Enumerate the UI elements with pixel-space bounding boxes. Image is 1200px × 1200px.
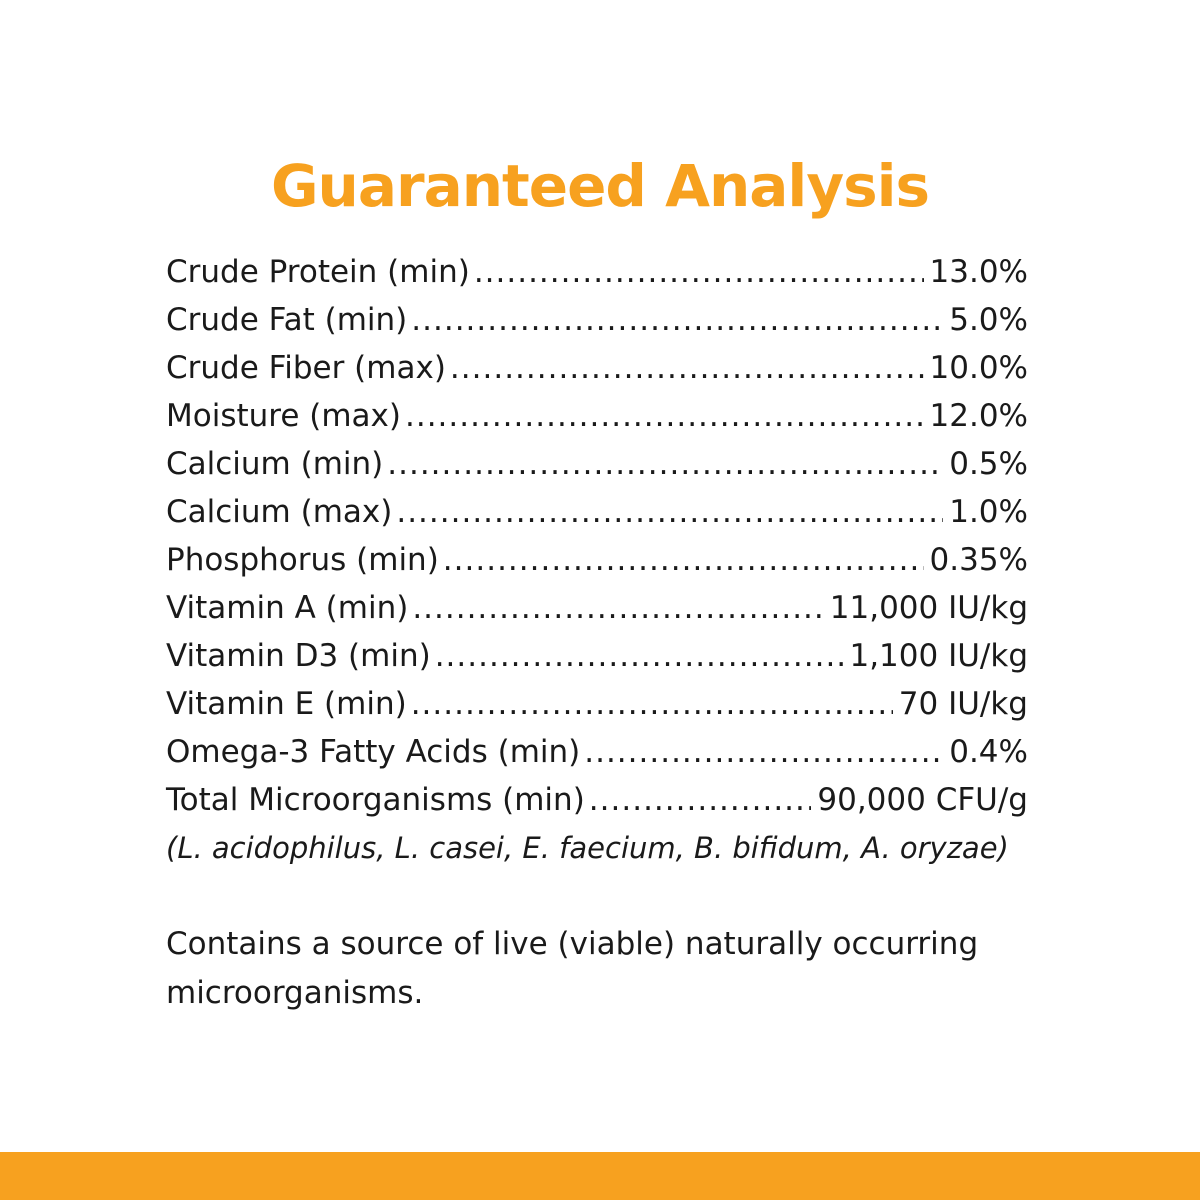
dot-leader: [435, 632, 844, 680]
analysis-value: 12.0%: [929, 398, 1028, 434]
analysis-label: Calcium (max): [166, 494, 393, 530]
analysis-row-crude-protein: [166, 248, 1028, 296]
analysis-value: 90,000 CFU/g: [817, 782, 1028, 818]
dot-leader: [589, 776, 812, 824]
dot-leader: [412, 584, 823, 632]
dot-leader: [405, 392, 924, 440]
guaranteed-analysis-table: [166, 248, 1028, 872]
dot-leader: [443, 536, 924, 584]
analysis-value: 70 IU/kg: [898, 686, 1028, 722]
analysis-row-omega-3: [166, 728, 1028, 776]
analysis-value: 1,100 IU/kg: [849, 638, 1028, 674]
analysis-value: 1.0%: [949, 494, 1028, 530]
dot-leader: [584, 728, 943, 776]
analysis-value: 0.5%: [949, 446, 1028, 482]
analysis-value: 13.0%: [929, 254, 1028, 290]
analysis-label: Crude Fat (min): [166, 302, 408, 338]
analysis-row-crude-fiber: [166, 344, 1028, 392]
analysis-row-microorganisms: [166, 776, 1028, 824]
live-microorganisms-note: Contains a source of live (viable) naturally occurring microorganisms.: [166, 926, 979, 1011]
analysis-row-calcium-max: [166, 488, 1028, 536]
bottom-accent-bar: [0, 1152, 1200, 1200]
dot-leader: [450, 344, 924, 392]
page-title: Guaranteed Analysis: [270, 152, 930, 220]
analysis-value: 0.35%: [929, 542, 1028, 578]
analysis-label: Crude Protein (min): [166, 254, 470, 290]
analysis-row-moisture: [166, 392, 1028, 440]
analysis-row-phosphorus: [166, 536, 1028, 584]
dot-leader: [474, 248, 924, 296]
analysis-row-vitamin-a: [166, 584, 1028, 632]
analysis-label: Omega-3 Fatty Acids (min): [166, 734, 581, 770]
analysis-label: Total Microorganisms (min): [166, 782, 585, 818]
analysis-value: 11,000 IU/kg: [829, 590, 1028, 626]
dot-leader: [411, 680, 893, 728]
analysis-value: 0.4%: [949, 734, 1028, 770]
analysis-row-vitamin-d3: [166, 632, 1028, 680]
microorganism-strains: (L. acidophilus, L. casei, E. faecium, B. bifidum, A. oryzae): [166, 831, 1009, 865]
analysis-label: Vitamin D3 (min): [166, 638, 431, 674]
analysis-label: Calcium (min): [166, 446, 384, 482]
analysis-value: 10.0%: [929, 350, 1028, 386]
analysis-label: Crude Fiber (max): [166, 350, 446, 386]
analysis-row-vitamin-e: [166, 680, 1028, 728]
analysis-label: Vitamin A (min): [166, 590, 409, 626]
dot-leader: [387, 440, 943, 488]
dot-leader: [411, 296, 943, 344]
analysis-row-calcium-min: [166, 440, 1028, 488]
analysis-label: Vitamin E (min): [166, 686, 407, 722]
dot-leader: [396, 488, 943, 536]
analysis-label: Phosphorus (min): [166, 542, 439, 578]
analysis-row-crude-fat: [166, 296, 1028, 344]
analysis-label: Moisture (max): [166, 398, 401, 434]
analysis-value: 5.0%: [949, 302, 1028, 338]
